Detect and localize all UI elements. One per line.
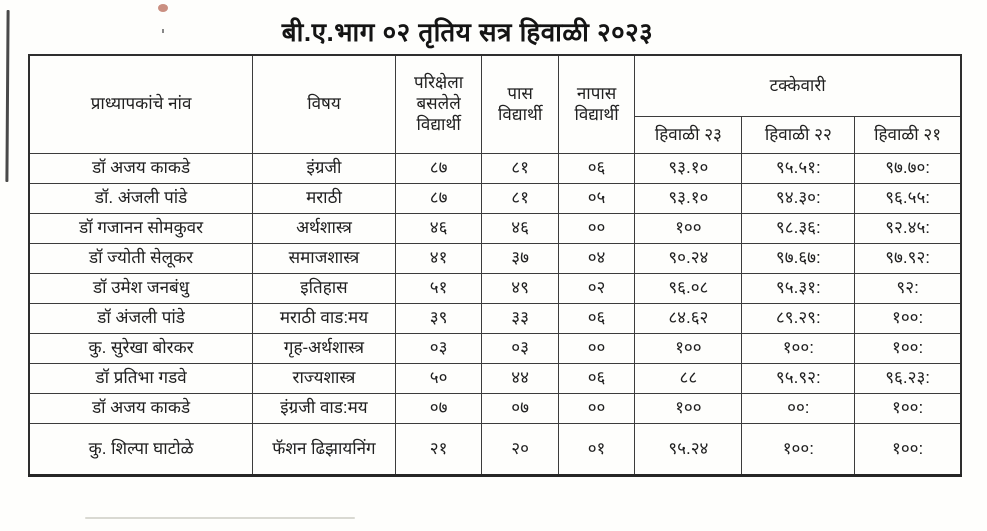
cell-fail: ०१ [558, 424, 634, 476]
scan-shadow-artifact [85, 517, 355, 519]
cell-subject: राज्यशास्त्र [253, 364, 396, 394]
table-row [29, 304, 961, 334]
header-winter-21: हिवाळी २१ [855, 117, 961, 154]
red-ink-dot-artifact [158, 4, 168, 12]
cell-fail: ०४ [558, 244, 634, 274]
cell-w23: १०० [635, 214, 742, 244]
cell-w21: १००: [855, 334, 961, 364]
cell-w22: ९५.३१: [742, 274, 855, 304]
cell-w23: ९३.१० [635, 154, 742, 184]
cell-pass: ०३ [482, 334, 558, 364]
cell-w23: ८४.६२ [635, 304, 742, 334]
cell-w22: १००: [742, 424, 855, 476]
header-row-main [29, 55, 961, 117]
cell-w21: १००: [855, 424, 961, 476]
cell-name: डॉ अजय काकडे [29, 154, 253, 184]
cell-pass: ८१ [482, 154, 558, 184]
cell-subject: इतिहास [253, 274, 396, 304]
cell-w21: ९२.४५: [855, 214, 961, 244]
cell-pass: ०७ [482, 394, 558, 424]
cell-subject: अर्थशास्त्र [253, 214, 396, 244]
cell-pass: २० [482, 424, 558, 476]
cell-w23: १०० [635, 334, 742, 364]
cell-w21: १००: [855, 394, 961, 424]
document-title: बी.ए.भाग ०२ तृतिय सत्र हिवाळी २०२३ [281, 17, 654, 47]
cell-w22: ९८.३६: [742, 214, 855, 244]
cell-appeared: २१ [395, 424, 482, 476]
cell-appeared: ५० [395, 364, 482, 394]
cell-fail: ०० [558, 394, 634, 424]
cell-subject: इंग्रजी वाड:मय [253, 394, 396, 424]
cell-name: डॉ उमेश जनबंधु [29, 274, 253, 304]
cell-fail: ०५ [558, 184, 634, 214]
cell-w21: ९६.५५: [855, 184, 961, 214]
cell-w23: १०० [635, 394, 742, 424]
table-row [29, 424, 961, 476]
cell-pass: ३३ [482, 304, 558, 334]
cell-w23: ९३.१० [635, 184, 742, 214]
cell-w23: ९६.०८ [635, 274, 742, 304]
cell-w22: ९५.५१: [742, 154, 855, 184]
table-row [29, 274, 961, 304]
cell-pass: ४४ [482, 364, 558, 394]
table-row [29, 334, 961, 364]
cell-w22: ९४.३०: [742, 184, 855, 214]
cell-w21: ९७.७०: [855, 154, 961, 184]
cell-name: डॉ प्रतिभा गडवे [29, 364, 253, 394]
cell-name: डॉ अंजली पांडे [29, 304, 253, 334]
cell-name: डॉ अजय काकडे [29, 394, 253, 424]
cell-w23: ९५.२४ [635, 424, 742, 476]
cell-pass: ४६ [482, 214, 558, 244]
cell-fail: ०० [558, 334, 634, 364]
table-row [29, 394, 961, 424]
cell-subject: फॅशन ढिझायनिंग [253, 424, 396, 476]
cell-name: डॉ. अंजली पांडे [29, 184, 253, 214]
cell-fail: ०६ [558, 304, 634, 334]
table-row [29, 244, 961, 274]
header-professor-name: प्राध्यापकांचे नांव [29, 55, 253, 154]
cell-pass: ४९ [482, 274, 558, 304]
cell-w22: १००: [742, 334, 855, 364]
header-subject: विषय [253, 55, 396, 154]
table-row [29, 214, 961, 244]
cell-w22: ९७.६७: [742, 244, 855, 274]
cell-subject: समाजशास्त्र [253, 244, 396, 274]
cell-w21: ९६.२३: [855, 364, 961, 394]
cell-subject: मराठी [253, 184, 396, 214]
header-fail-students: नापास विद्यार्थी [558, 55, 634, 154]
header-percentage: टक्केवारी [635, 55, 961, 117]
header-appeared-students: परिक्षेला बसलेले विद्यार्थी [395, 55, 482, 154]
cell-w21: ९२: [855, 274, 961, 304]
table-body [29, 154, 961, 476]
cell-appeared: ५१ [395, 274, 482, 304]
cell-fail: ०६ [558, 154, 634, 184]
cell-name: डॉ ज्योती सेलूकर [29, 244, 253, 274]
cell-pass: ३७ [482, 244, 558, 274]
table-row [29, 154, 961, 184]
cell-w22: ८९.२९: [742, 304, 855, 334]
cell-w22: ००: [742, 394, 855, 424]
cell-fail: ०६ [558, 364, 634, 394]
cell-w22: ९५.९२: [742, 364, 855, 394]
header-pass-students: पास विद्यार्थी [482, 55, 558, 154]
cell-appeared: ८७ [395, 184, 482, 214]
cell-subject: मराठी वाड:मय [253, 304, 396, 334]
cell-w21: ९७.९२: [855, 244, 961, 274]
cell-subject: गृह-अर्थशास्त्र [253, 334, 396, 364]
cell-name: डॉ गजानन सोमकुवर [29, 214, 253, 244]
cell-appeared: ४६ [395, 214, 482, 244]
cell-appeared: ०७ [395, 394, 482, 424]
cell-appeared: ८७ [395, 154, 482, 184]
cell-fail: ०२ [558, 274, 634, 304]
cell-appeared: ४१ [395, 244, 482, 274]
cell-name: कु. सुरेखा बोरकर [29, 334, 253, 364]
cell-appeared: ३९ [395, 304, 482, 334]
cell-subject: इंग्रजी [253, 154, 396, 184]
header-winter-23: हिवाळी २३ [635, 117, 742, 154]
cell-w23: ९०.२४ [635, 244, 742, 274]
table-row [29, 364, 961, 394]
table-row [29, 184, 961, 214]
cell-pass: ८१ [482, 184, 558, 214]
cell-name: कु. शिल्पा घाटोळे [29, 424, 253, 476]
results-table [28, 54, 962, 477]
header-winter-22: हिवाळी २२ [742, 117, 855, 154]
cell-w21: १००: [855, 304, 961, 334]
cell-w23: ८८ [635, 364, 742, 394]
cell-fail: ०० [558, 214, 634, 244]
results-table-container [28, 54, 962, 477]
cell-appeared: ०३ [395, 334, 482, 364]
